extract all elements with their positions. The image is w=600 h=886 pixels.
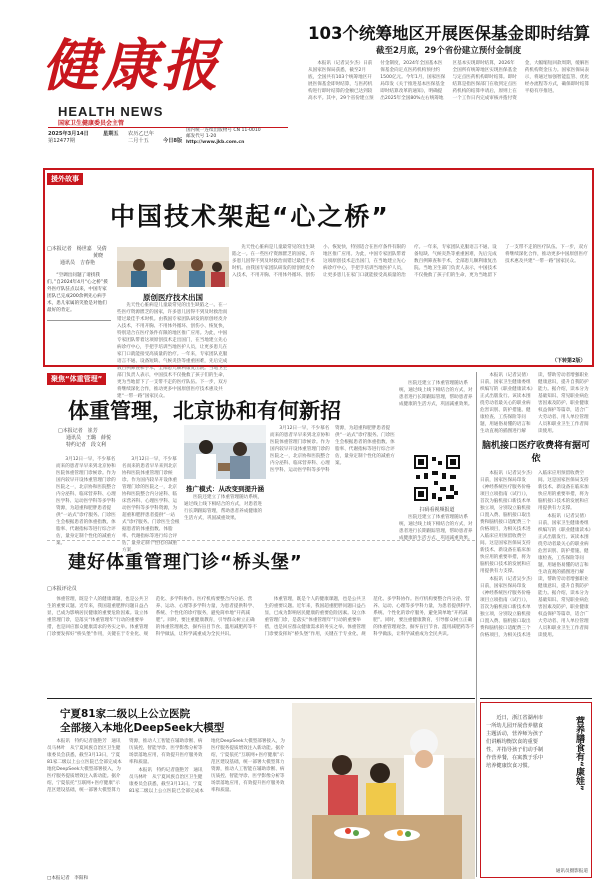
feature-photo [117, 247, 229, 287]
feature-intro: “空调出问题了请找我们。”自2024年4月“心之桥”援外医疗队驻点以来，中国专家团队已完成200余例先心病手术，患儿家属的笑脸是对他们最好的肯定。 [47, 273, 108, 313]
feature-byline-2: 黄晓 [93, 253, 104, 259]
lunar-year: 农历乙巳年 [128, 131, 154, 137]
section2-body-d: 3月12日一早，不少慕名而来的患者早早来到北京协和医院体重管理门诊候诊。作为国内较早开设体重管理门诊的医院之一，北京协和医院整合内分泌科、临床营养科、心理医学科、运动医学科等多学科资源，为超重和肥胖患者提供“一站式”诊疗服务。门诊医生会根据患者的体重指数、体脂率、代谢指标等进行综合评估，量身定制个性化的减重方案。 [270, 426, 395, 473]
top-story-subtitle: 截至2月底，29个省份建立预付金制度 [376, 46, 522, 56]
section3-headline: 建好体重管理门诊“桥头堡” [68, 552, 303, 573]
feature-body-a: 先天性心脏病是儿童最常见的出生缺陷之一。在一些医疗资源匮乏的国家，许多患儿因得不到及时救治而错过最佳手术时机。由我国专家团队研发的原创经皮介入技术，不用开胸、不用体外循环、创伤小、恢复快，特别适合在医疗条件有限的地区推广应用。为此，中国专家团队带着这项原创技术走出国门，在当地建立先心病诊疗中心，手把手培训当地医护人员，让更多患儿在家门口就能接受高质量的治疗。一年来，专家团队克服语言不通、设备短缺、气候炎热等重重困难，先后完成数百例筛查和手术，全部患儿顺利康复出院。当地卫生部门负责人表示，中国技术不仅挽救了孩子们的生命，更为当地留下了一支带不走的医疗队伍。下一步，双方将继续深化合作，推动更多中国原创医疗技术惠及共建“一带一路”国家民众。 [117, 303, 228, 399]
nutrition-title: 营养膳食有“康娃” [574, 716, 584, 791]
section2-body-a: 3月12日一早，不少慕名而来的患者早早来到北京协和医院体重管理门诊候诊。作为国内较早开设体重管理门诊的医院之一，北京协和医院整合内分泌科、临床营养科、心理医学科、运动医学科等多学科资源，为超重和肥胖患者提供“一站式”诊疗服务。门诊医生会根据患者的体重指数、体脂率、代谢指标等进行综合评估，量身定制个性化的减重方案。 [56, 457, 116, 546]
lunar-date: 二月十五 [128, 138, 149, 144]
feature-headline: 中国技术架起“心之桥” [110, 202, 390, 231]
nutrition-photo [292, 703, 475, 879]
page-count: 今日8版 [163, 138, 183, 144]
section2-byline-1: □本报记者 崔芳 [58, 428, 98, 434]
section2-photo [184, 425, 266, 479]
top-story-body: 本报讯（记者吴少杰）日前从国家医保局获悉，截至2月底，全国共有103个统筹地区开展医保基金即时结算，与医药机构进行即时结算的金额已达到较高水平。其中，29个省份建立预付金制度，2024年全国基本医保基金向定点医药机构预付约1500亿元。今年1月，国家医保局印发《关于推进基本医保基金即时结算改革的通知》，明确提出2025年全国80%左右统筹地区基本实现即时结算，2026年全国所有统筹地区实现医保基金与定点医药机构即时结算。即时结算是指医保部门在收到定点医药机构的结算申请后，原则上在一个工作日内完成审核并拨付资金，大幅缩短回款周期，缓解医药机构资金压力。国家医保局表示，将通过加强智能监管、优化经办流程等方式，确保即时结算平稳有序推进。 [308, 61, 590, 101]
feature-byline-3: 通讯员 吉春艳 [60, 260, 96, 266]
section3-body: 体重管理，既是个人的健康课题，也是公共卫生的重要议题。近年来，我国超重肥胖问题日益凸显，已成为影响居民健康的重要危险因素。设立体重管理门诊，是落实“体重管理年”行动的重要举措，也是回应群众健康需求的务实之举。体重管理门诊要发挥好“桥头堡”作用，关键在于专业化、规范化、多学科协作。医疗机构要整合内分泌、营养、运动、心理等多学科力量，为患者提供科学、系统、个性化的诊疗服务，避免简单地“开药减肥”。同时，要注重健康教育，引导群众树立正确的体重管理观念，摒弃盲目节食、滥用减肥药等不科学做法，让科学减重成为全民共识。 体重管理，既是个人的健康课题，也是公共卫生的重要议题。近年来，我国超重肥胖问题日益凸显，已成为影响居民健康的重要危险因素。设立体重管理门诊，是落实“体重管理年”行动的重要举措，也是回应群众健康需求的务实之举。体重管理门诊要发挥好“桥头堡”作用，关键在于专业化、规范化、多学科协作。医疗机构要整合内分泌、营养、运动、心理等多学科力量，为患者提供科学、系统、个性化的诊疗服务，避免简单地“开药减肥”。同时，要注重健康教育，引导群众树立正确的体重管理观念，摒弃盲目节食、滥用减肥药等不科学做法，让科学减重成为全民共识。 [47, 597, 475, 637]
section4-headline-2: 全部接入本地化DeepSeek大模型 [60, 722, 225, 734]
qr-code[interactable] [412, 453, 462, 503]
section2-body-b: 3月12日一早，不少慕名而来的患者早早来到北京协和医院体重管理门诊候诊。作为国内较早开设体重管理门诊的医院之一，北京协和医院整合内分泌科、临床营养科、心理医学科、运动医学科等多学科资源，为超重和肥胖患者提供“一站式”诊疗服务。门诊医生会根据患者的体重指数、体脂率、代谢指标等进行综合评估，量身定制个性化的减重方案。 [122, 457, 180, 553]
editorial-body-top: 本报讯（记者吴倩）日前，国家卫生健康委组织编写的《职业健康读本》正式出版发行。该读本围绕劳动者最关心的职业病危害识别、防护措施、健康检查、工伤保险等问题，用通俗易懂的语言和生动直观的插图进行解读，帮助劳动者增强职业健康意识，提升自我防护能力。据介绍，读本分为基础知识、常见职业病危害因素及防护、职业健康权益保护等篇章，适合广大劳动者、用人单位管理人员和职业卫生工作者阅读使用。 [480, 373, 589, 434]
section2-headline: 体重管理，北京协和有何新招 [68, 399, 341, 423]
section4-byline: □本报记者 李阳和 [47, 876, 89, 881]
section2-body-c: 医院还建立了体重管理随访系统，通过线上线下相结合的方式，对患者进行长期跟踪管理，帮助患者养成健康的生活方式，巩固减重效果。 [184, 495, 263, 521]
qr-caption: 扫码看视频报道 [419, 507, 455, 513]
bci-body: 本报讯（记者吴少杰）日前，国家医保局印发《神经系统医疗服务价格项目立项指南（试行）》，首次为脑机接口新技术单独立项，分别设立脑机接口置入费、脑机接口取出费和脑机接口适配费三个价格项目，为相关技术进入临床应用预留收费空间。这是国家医保局支持新技术、新设备在临床加快应用的重要举措，将为脑机接口技术的发展和应用提供有力支撑。 本报讯（记者吴少杰）日前，国家医保局印发《神经系统医疗服务价格项目立项指南（试行）》，首次为脑机接口新技术单独立项，分别设立脑机接口置入费、脑机接口取出费和脑机接口适配费三个价格项目，为相关技术进入临床应用预留收费空间。这是国家医保局支持新技术、新设备在临床加快应用的重要举措，将为脑机接口技术的发展和应用提供有力支撑。 本报讯（记者吴倩）日前，国家卫生健康委组织编写的《职业健康读本》正式出版发行。该读本围绕劳动者最关心的职业病危害识别、防护措施、健康检查、工伤保险等问题，用通俗易懂的语言和生动直观的插图进行解读，帮助劳动者增强职业健康意识，提升自我防护能力。据介绍，读本分为基础知识、常见职业病危害因素及防护、职业健康权益保护等篇章，适合广大劳动者、用人单位管理人员和职业卫生工作者阅读使用。 [480, 471, 591, 638]
date: 2025年3月14日 [48, 131, 89, 137]
website-link[interactable]: http://www.jkb.com.cn [186, 140, 245, 145]
cn-code: 国内统一连续出版物号 CN 11-0010 [186, 128, 261, 133]
issue: 第12477期 [48, 138, 75, 144]
feature-body-b: 先天性心脏病是儿童最常见的出生缺陷之一。在一些医疗资源匮乏的国家，许多患儿因得不到及时救治而错过最佳手术时机。由我国专家团队研发的原创经皮介入技术，不用开胸、不用体外循环、创伤小、恢复快，特别适合在医疗条件有限的地区推广应用。为此，中国专家团队带着这项原创技术走出国门，在当地建立先心病诊疗中心，手把手培训当地医护人员，让更多患儿在家门口就能接受高质量的治疗。一年来，专家团队克服语言不通、设备短缺、气候炎热等重重困难，先后完成数百例筛查和手术，全部患儿顺利康复出院。当地卫生部门负责人表示，中国技术不仅挽救了孩子们的生命，更为当地留下了一支带不走的医疗队伍。下一步，双方将继续深化合作，推动更多中国原创医疗技术惠及共建“一带一路”国家民众。 [232, 245, 588, 278]
section2-body-f: 医院还建立了体重管理随访系统，通过线上线下相结合的方式，对患者进行长期跟踪管理，帮助患者养成健康的生活方式，巩固减重效果。 [399, 515, 473, 541]
section2-subhead: 推广模式：从改变到提升涵 [186, 485, 264, 493]
section4-body: 本报讯 特约记者施艳芳 通讯员马林叶 从宁夏回族自治区卫生健康委员会获悉，截至3月13日，宁夏81家二级以上公立医院已全部完成本地化DeepSeek大模型部署接入，为医疗服务提质增效注入新动能。据介绍，宁夏依托“互联网+医疗健康”示范区建设基础，统一部署大模型算力资源，推动人工智能在辅助诊断、病历质控、智能导诊、医学影像分析等场景落地应用，有效提升医疗服务效率和质量。 本报讯 特约记者施艳芳 通讯员马林叶 从宁夏回族自治区卫生健康委员会获悉，截至3月13日，宁夏81家二级以上公立医院已全部完成本地化DeepSeek大模型部署接入，为医疗服务提质增效注入新动能。据介绍，宁夏依托“互联网+医疗健康”示范区建设基础，统一部署大模型算力资源，推动人工智能在辅助诊断、病历质控、智能导诊、医学影像分析等场景落地应用，有效提升医疗服务效率和质量。 [47, 739, 285, 794]
feature-tag: 援外故事 [47, 173, 83, 185]
section2-byline-2: 通讯员 王璐 薛悦 [66, 435, 112, 441]
nutrition-body: 近日，浙江省湖州市一所幼儿园开展营养膳食主题活动，营养师为孩子们讲解均衡饮食的重要性，并指导孩子们动手制作营养餐，在寓教于乐中培养健康饮食习惯。 [486, 715, 544, 769]
section2-tag: 聚焦“体重管理” [47, 373, 106, 385]
post-code: 邮发代号 1-20 [186, 134, 217, 139]
top-story-title: 103个统筹地区开展医保基金即时结算 [308, 24, 590, 43]
section3-byline: □本报评论员 [47, 586, 77, 592]
bci-title: 脑机接口医疗收费将有据可依 [482, 441, 591, 464]
english-title: HEALTH NEWS [58, 104, 164, 119]
section2-body-e: 医院还建立了体重管理随访系统，通过线上线下相结合的方式，对患者进行长期跟踪管理，帮助患者养成健康的生活方式，巩固减重效果。 [399, 381, 473, 407]
nutrition-credit: 通讯员摄影报道 [555, 869, 588, 874]
section4-headline-1: 宁夏81家二级以上公立医院 [60, 708, 191, 720]
sponsor: 国家卫生健康委员会主管 [58, 120, 125, 127]
feature-subhead: 原创医疗技术出国 [143, 293, 203, 302]
section2-byline-3: 特约记者 段文利 [66, 442, 107, 448]
feature-continued[interactable]: （下转第2版） [552, 358, 586, 364]
feature-byline-1: □本报记者 杨世嘉 吴倩 [47, 246, 107, 252]
weekday: 星期五 [103, 131, 119, 137]
masthead-title: 健康报 [42, 33, 222, 99]
